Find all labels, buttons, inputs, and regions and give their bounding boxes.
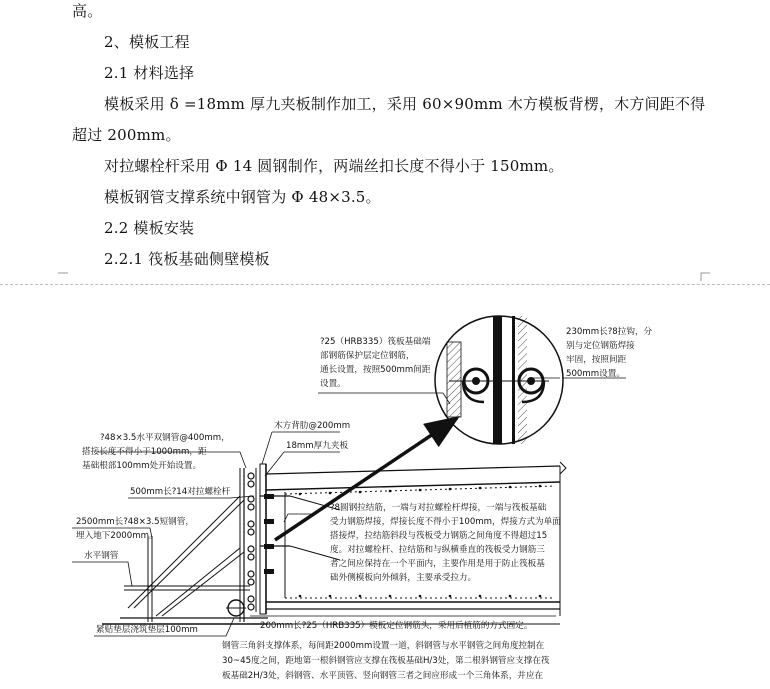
label-hook-2: 别与定位钢筋焊接	[566, 341, 635, 351]
label-end-rebar-2: 部钢筋保护层定位钢筋，	[320, 351, 415, 361]
label-end-rebar-3: 通长设置，按照500mm间距	[320, 365, 431, 375]
detail-circle	[435, 316, 563, 444]
label-double-pipe-3: 基础根部100mm处开始设置。	[82, 461, 202, 471]
label-tie-bolt: 500mm长?14对拉螺栓杆	[130, 487, 231, 497]
text-line-1: 高。	[72, 2, 103, 20]
text-formwork-material: 模板采用 δ =18mm 厚九夹板制作加工，采用 60×90mm 木方模板背楞，木方间距不得	[104, 95, 706, 113]
formwork-construction-drawing	[0, 286, 770, 689]
page-break-line	[0, 284, 770, 285]
label-short-pipe-1: 2500mm长?48×3.5短钢管，	[76, 517, 194, 527]
label-bracing-system-2: 30~45度之间，距地第一根斜钢管应支撑在筏板基础H/3处，第二根斜钢管应支撑在筏	[222, 656, 550, 666]
label-plywood: 18mm厚九夹板	[286, 441, 349, 451]
label-tie-bar-4: 度。对拉螺栓杆、拉结筋和与纵横垂直的筏板受力钢筋三	[330, 545, 545, 555]
label-double-pipe-1: ?48×3.5水平双钢管@400mm，	[100, 433, 230, 443]
page-corner-mark-left	[58, 271, 68, 281]
label-hook-1: 230mm长?8拉钩，分	[566, 327, 653, 337]
label-tie-bar-2: 受力钢筋焊接，焊接长度不得小于100mm，焊接方式为单面	[330, 517, 561, 527]
heading-formwork-installation: 2.2 模板安装	[104, 219, 195, 237]
label-tie-bar-6: 础外侧模板向外倾斜，主要承受拉力。	[330, 573, 477, 583]
text-steel-pipe: 模板钢管支撑系统中钢管为 Φ 48×3.5。	[104, 188, 381, 206]
heading-material-selection: 2.1 材料选择	[104, 64, 195, 82]
label-hook-4: 500mm设置。	[566, 369, 625, 379]
heading-raft-sidewall-formwork: 2.2.1 筏板基础侧壁模板	[104, 250, 270, 268]
label-bracing-system-1: 钢管三角斜支撑体系，每间距2000mm设置一道，斜钢管与水平钢管之间角度控制在	[222, 641, 545, 651]
text-formwork-material-cont: 超过 200mm。	[72, 126, 181, 144]
label-position-rebar: 200mm长?25（HRB335）模板定位钢筋头，采用后植筋的方式固定。	[260, 621, 533, 631]
label-double-pipe-2: 搭接长度不得小于1000mm，距	[82, 447, 207, 457]
label-tie-bar-5: 者之间应保持在一个平面内，主要作用是用于防止筏板基	[330, 559, 545, 569]
text-tie-bolt: 对拉螺栓杆采用 Φ 14 圆钢制作，两端丝扣长度不得小于 150mm。	[104, 157, 564, 175]
label-horizontal-pipe: 水平钢管	[84, 551, 119, 561]
label-hook-3: 牢固，按照间距	[566, 355, 627, 365]
page-corner-mark-right	[700, 271, 710, 281]
diagonal-steel-bracing	[124, 496, 250, 622]
label-timber-stud: 木方背肋@200mm	[274, 421, 351, 431]
label-tie-bar-1: ?8圆钢拉结筋，一端与对拉螺栓杆焊接，一端与筏板基础	[330, 503, 547, 513]
label-end-rebar-1: ?25（HRB335）筏板基础端	[320, 337, 431, 347]
label-short-pipe-2: 埋入地下2000mm。	[76, 531, 158, 541]
label-bracing-system-3: 板基础2H/3处，斜钢管、水平顶管、竖向钢管三者之间应形成一个三角体系，并应在	[222, 671, 544, 681]
label-tie-bar-3: 搭接焊，拉结筋斜段与筏板受力钢筋之间角度不得超过15	[330, 531, 548, 541]
heading-template-works: 2、模板工程	[104, 33, 190, 51]
label-end-rebar-4: 设置。	[320, 379, 346, 389]
label-cushion-layer: 紧贴垫层浇筑垫层100mm	[96, 625, 198, 635]
